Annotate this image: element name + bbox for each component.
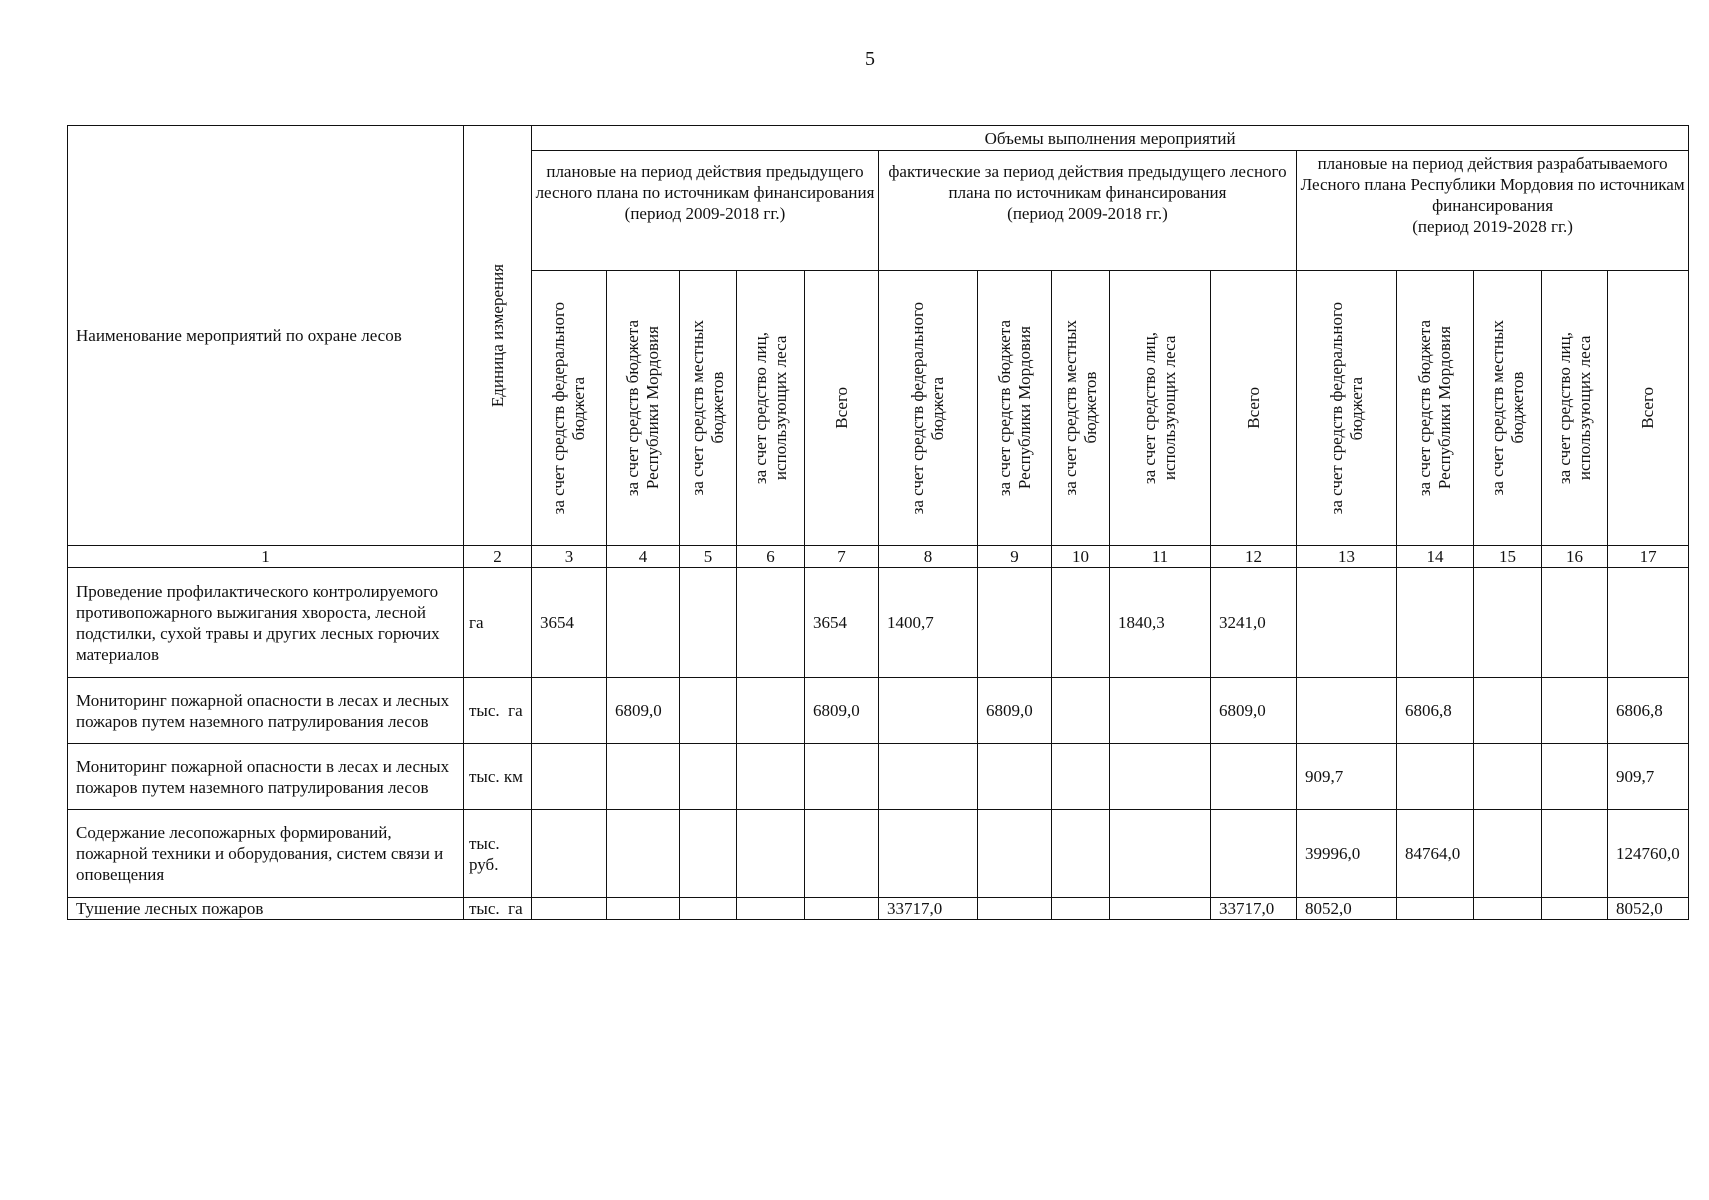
value-cell	[1397, 744, 1474, 810]
value-cell	[737, 678, 805, 744]
value-cell: 8052,0	[1297, 898, 1397, 920]
value-cell	[680, 744, 737, 810]
value-cell	[680, 898, 737, 920]
value-cell: 84764,0	[1397, 810, 1474, 898]
source-persons: за счет средство лиц, использующих леса	[1542, 271, 1608, 546]
value-cell: 3654	[805, 568, 879, 678]
source-federal: за счет средств федерального бюджета	[879, 271, 978, 546]
value-cell	[1474, 568, 1542, 678]
value-cell	[1052, 678, 1110, 744]
table-row	[68, 898, 1689, 920]
value-cell: 39996,0	[1297, 810, 1397, 898]
value-cell	[978, 810, 1052, 898]
source-total: Всего	[805, 271, 879, 546]
value-cell: 909,7	[1608, 744, 1689, 810]
value-cell	[879, 810, 978, 898]
column-number: 10	[1052, 546, 1110, 568]
value-cell	[805, 898, 879, 920]
value-cell	[1297, 678, 1397, 744]
value-cell	[532, 810, 607, 898]
source-republic: за счет средств бюджета Республики Мордовия	[1397, 271, 1474, 546]
value-cell	[532, 898, 607, 920]
value-cell	[1397, 568, 1474, 678]
page-number: 5	[865, 48, 875, 70]
activity-name: Проведение профилактического контролируемого противопожарного выжигания хвороста, лесной подстилки, сухой травы и других лесных горючих материалов	[68, 568, 464, 678]
column-number: 15	[1474, 546, 1542, 568]
value-cell	[1474, 810, 1542, 898]
table-row	[68, 678, 1689, 744]
source-federal: за счет средств федерального бюджета	[532, 271, 607, 546]
column-number: 7	[805, 546, 879, 568]
value-cell	[532, 678, 607, 744]
value-cell	[1474, 744, 1542, 810]
value-cell	[1542, 744, 1608, 810]
value-cell	[978, 898, 1052, 920]
value-cell: 33717,0	[879, 898, 978, 920]
table-row	[68, 568, 1689, 678]
value-cell	[737, 810, 805, 898]
activity-name: Мониторинг пожарной опасности в лесах и лесных пожаров путем наземного патрулирования лесов	[68, 744, 464, 810]
group-planned-new: плановые на период действия разрабатываемого Лесного плана Республики Мордовия по источникам финансирования (период 2019-2028 гг.)	[1297, 151, 1689, 271]
value-cell	[1052, 810, 1110, 898]
group-actual-previous: фактические за период действия предыдущего лесного плана по источникам финансирования (период 2009-2018 гг.)	[879, 151, 1297, 271]
volumes-header: Объемы выполнения мероприятий	[532, 126, 1689, 151]
column-number: 2	[464, 546, 532, 568]
value-cell	[1542, 568, 1608, 678]
column-number: 6	[737, 546, 805, 568]
unit-column-header: Единица измерения	[464, 126, 532, 546]
value-cell: 6806,8	[1608, 678, 1689, 744]
value-cell: 3654	[532, 568, 607, 678]
value-cell: 909,7	[1297, 744, 1397, 810]
value-cell	[1052, 568, 1110, 678]
value-cell	[1211, 810, 1297, 898]
value-cell: 3241,0	[1211, 568, 1297, 678]
name-column-header: Наименование мероприятий по охране лесов	[68, 126, 464, 546]
value-cell	[879, 744, 978, 810]
value-cell: 6809,0	[978, 678, 1052, 744]
value-cell	[1110, 678, 1211, 744]
value-cell	[1474, 898, 1542, 920]
value-cell	[737, 568, 805, 678]
table-row	[68, 810, 1689, 898]
value-cell: 1400,7	[879, 568, 978, 678]
value-cell	[1542, 898, 1608, 920]
source-republic: за счет средств бюджета Республики Мордовия	[978, 271, 1052, 546]
value-cell: 33717,0	[1211, 898, 1297, 920]
value-cell	[1110, 898, 1211, 920]
source-total: Всего	[1211, 271, 1297, 546]
value-cell: 124760,0	[1608, 810, 1689, 898]
value-cell	[1052, 898, 1110, 920]
unit-cell: га	[464, 568, 532, 678]
unit-cell: тыс. км	[464, 744, 532, 810]
unit-cell: тыс. га	[464, 898, 532, 920]
column-number-row	[68, 546, 1689, 568]
value-cell: 8052,0	[1608, 898, 1689, 920]
column-number: 12	[1211, 546, 1297, 568]
header-row-volumes	[68, 126, 1689, 151]
forest-protection-table	[67, 125, 1689, 920]
value-cell	[607, 810, 680, 898]
column-number: 13	[1297, 546, 1397, 568]
value-cell: 1840,3	[1110, 568, 1211, 678]
source-local: за счет средств местных бюджетов	[1052, 271, 1110, 546]
value-cell	[1110, 744, 1211, 810]
unit-cell: тыс. руб.	[464, 810, 532, 898]
column-number: 1	[68, 546, 464, 568]
activity-name: Тушение лесных пожаров	[68, 898, 464, 920]
value-cell	[805, 744, 879, 810]
table-body	[68, 568, 1689, 920]
activity-name: Мониторинг пожарной опасности в лесах и лесных пожаров путем наземного патрулирования лесов	[68, 678, 464, 744]
value-cell	[680, 810, 737, 898]
column-number: 11	[1110, 546, 1211, 568]
value-cell	[1211, 744, 1297, 810]
value-cell	[607, 568, 680, 678]
value-cell	[1542, 810, 1608, 898]
value-cell: 6806,8	[1397, 678, 1474, 744]
value-cell	[737, 898, 805, 920]
source-persons: за счет средство лиц, использующих леса	[737, 271, 805, 546]
value-cell	[1397, 898, 1474, 920]
value-cell: 6809,0	[805, 678, 879, 744]
source-federal: за счет средств федерального бюджета	[1297, 271, 1397, 546]
column-number: 8	[879, 546, 978, 568]
group-planned-previous: плановые на период действия предыдущего лесного плана по источникам финансирования (период 2009-2018 гг.)	[532, 151, 879, 271]
value-cell	[607, 898, 680, 920]
value-cell: 6809,0	[1211, 678, 1297, 744]
value-cell	[1542, 678, 1608, 744]
column-number: 14	[1397, 546, 1474, 568]
value-cell	[680, 568, 737, 678]
value-cell	[1297, 568, 1397, 678]
value-cell	[978, 744, 1052, 810]
value-cell: 6809,0	[607, 678, 680, 744]
value-cell	[879, 678, 978, 744]
column-number: 3	[532, 546, 607, 568]
source-local: за счет средств местных бюджетов	[1474, 271, 1542, 546]
value-cell	[680, 678, 737, 744]
value-cell	[1052, 744, 1110, 810]
value-cell	[1608, 568, 1689, 678]
column-number: 9	[978, 546, 1052, 568]
column-number: 4	[607, 546, 680, 568]
source-persons: за счет средство лиц, использующих леса	[1110, 271, 1211, 546]
value-cell	[805, 810, 879, 898]
column-number: 16	[1542, 546, 1608, 568]
source-republic: за счет средств бюджета Республики Мордовия	[607, 271, 680, 546]
value-cell	[978, 568, 1052, 678]
unit-cell: тыс. га	[464, 678, 532, 744]
column-number: 5	[680, 546, 737, 568]
value-cell	[1474, 678, 1542, 744]
value-cell	[737, 744, 805, 810]
column-number: 17	[1608, 546, 1689, 568]
value-cell	[1110, 810, 1211, 898]
value-cell	[607, 744, 680, 810]
value-cell	[532, 744, 607, 810]
source-total: Всего	[1608, 271, 1689, 546]
table-row	[68, 744, 1689, 810]
activity-name: Содержание лесопожарных формирований, пожарной техники и оборудования, систем связи и оповещения	[68, 810, 464, 898]
source-local: за счет средств местных бюджетов	[680, 271, 737, 546]
